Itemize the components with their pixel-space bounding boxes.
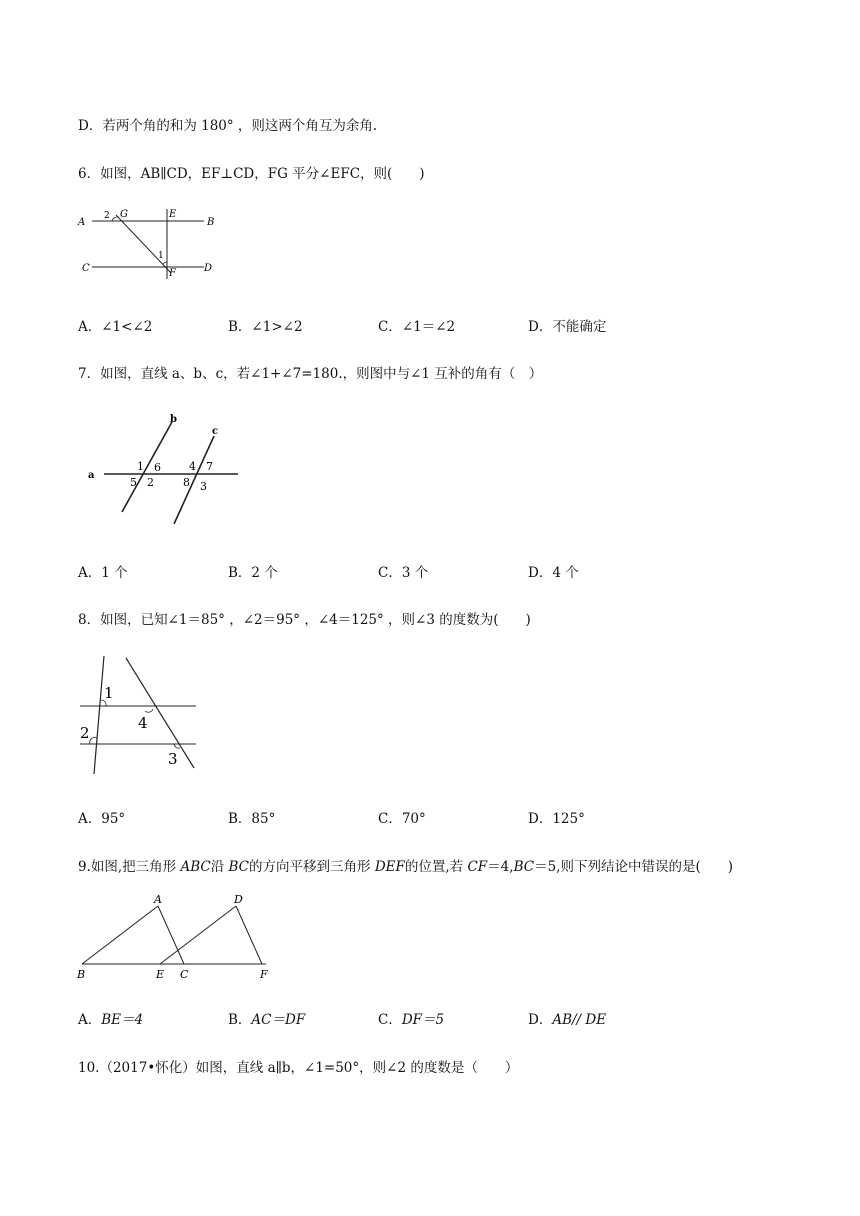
- stem-text: ＝5,则下列结论中错误的是( ): [534, 859, 733, 875]
- stem-text: 沿: [210, 859, 229, 875]
- angle-label-7: 7: [206, 460, 213, 473]
- option-d[interactable]: [528, 1008, 606, 1028]
- option-b[interactable]: B．85°: [228, 811, 276, 827]
- stem-var: CF: [467, 859, 488, 875]
- label-E: E: [169, 209, 177, 220]
- option-d[interactable]: D．125°: [528, 811, 585, 827]
- option-c[interactable]: C．70°: [378, 811, 426, 827]
- angle-label-4: 4: [189, 460, 196, 473]
- option-prefix: D．: [528, 1012, 553, 1028]
- stem-text: 的方向平移到三角形: [249, 859, 375, 875]
- line-label-b: b: [170, 414, 177, 425]
- option-expr: DF＝5: [401, 1012, 445, 1028]
- question-8-stem: 8．如图，已知∠1＝85° ，∠2＝95° ，∠4＝125° ，则∠3 的度数为( ): [78, 612, 531, 628]
- option-c[interactable]: C．3 个: [378, 565, 429, 581]
- option-expr: AB// DE: [552, 1012, 607, 1028]
- label-F: F: [169, 268, 176, 279]
- question-8-options: [78, 807, 778, 827]
- option-b[interactable]: B．2 个: [228, 565, 278, 581]
- question-6-figure: [76, 205, 226, 285]
- question-7-figure: [86, 412, 246, 527]
- option-c[interactable]: [378, 1008, 444, 1028]
- stem-var: ABC: [180, 859, 211, 875]
- question-7-options: [78, 561, 778, 581]
- label-E: E: [156, 968, 165, 981]
- label-A: A: [154, 893, 162, 906]
- line-label-c: c: [212, 426, 219, 437]
- angle-label-2: 2: [80, 724, 90, 742]
- stem-text: 的位置,若: [404, 859, 468, 875]
- option-c[interactable]: C．∠1＝∠2: [378, 319, 456, 335]
- label-C: C: [82, 263, 90, 274]
- prev-question-option-d: D．若两个角的和为 180° ，则这两个角互为余角.: [78, 118, 378, 134]
- angle-label-3: 3: [200, 480, 207, 493]
- question-9-figure: [74, 892, 274, 984]
- option-a[interactable]: A．1 个: [78, 565, 128, 581]
- stem-var: BC: [513, 859, 535, 875]
- angle-label-1: 1: [104, 684, 114, 702]
- option-b[interactable]: [228, 1008, 305, 1028]
- question-9-stem: [78, 855, 733, 875]
- label-G: G: [120, 209, 128, 220]
- label-C: C: [180, 968, 189, 981]
- option-prefix: B．: [228, 1012, 252, 1028]
- angle-label-2: 2: [147, 476, 154, 489]
- angle-label-5: 5: [130, 476, 137, 489]
- label-D: D: [234, 893, 243, 906]
- angle-label-4: 4: [138, 714, 148, 732]
- stem-var: DEF: [374, 859, 405, 875]
- question-8-figure: [76, 654, 206, 776]
- angle-label-2: 2: [104, 211, 110, 221]
- option-a[interactable]: [78, 1008, 143, 1028]
- label-A: A: [78, 217, 86, 228]
- option-b[interactable]: B．∠1>∠2: [228, 319, 303, 335]
- option-a[interactable]: A．95°: [78, 811, 126, 827]
- label-D: D: [204, 263, 213, 274]
- angle-label-8: 8: [183, 476, 190, 489]
- option-d[interactable]: D．4 个: [528, 565, 579, 581]
- option-expr: AC＝DF: [251, 1012, 306, 1028]
- angle-label-1: 1: [158, 251, 164, 261]
- label-F: F: [260, 968, 268, 981]
- line-label-a: a: [88, 470, 95, 481]
- option-prefix: A．: [78, 1012, 102, 1028]
- question-6-stem: 6．如图，AB∥CD，EF⊥CD，FG 平分∠EFC，则( ): [78, 166, 425, 182]
- option-expr: BE＝4: [101, 1012, 144, 1028]
- question-10-stem: 10.（2017•怀化）如图，直线 a∥b，∠1=50°，则∠2 的度数是（ ）: [78, 1060, 519, 1076]
- option-a[interactable]: A．∠1<∠2: [78, 319, 153, 335]
- stem-text: 9.如图,把三角形: [78, 859, 181, 875]
- option-d[interactable]: D．不能确定: [528, 319, 607, 335]
- angle-label-1: 1: [137, 460, 144, 473]
- label-B: B: [77, 968, 86, 981]
- question-7-stem: 7．如图，直线 a、b、c，若∠1+∠7=180.，则图中与∠1 互补的角有（ ）: [78, 366, 543, 382]
- stem-var: BC: [228, 859, 250, 875]
- angle-label-3: 3: [168, 750, 178, 768]
- question-9-options: [78, 1008, 778, 1028]
- stem-text: ＝4,: [487, 859, 514, 875]
- angle-label-6: 6: [154, 461, 161, 474]
- label-B: B: [207, 217, 215, 228]
- question-6-options: [78, 315, 778, 335]
- option-prefix: C．: [378, 1012, 402, 1028]
